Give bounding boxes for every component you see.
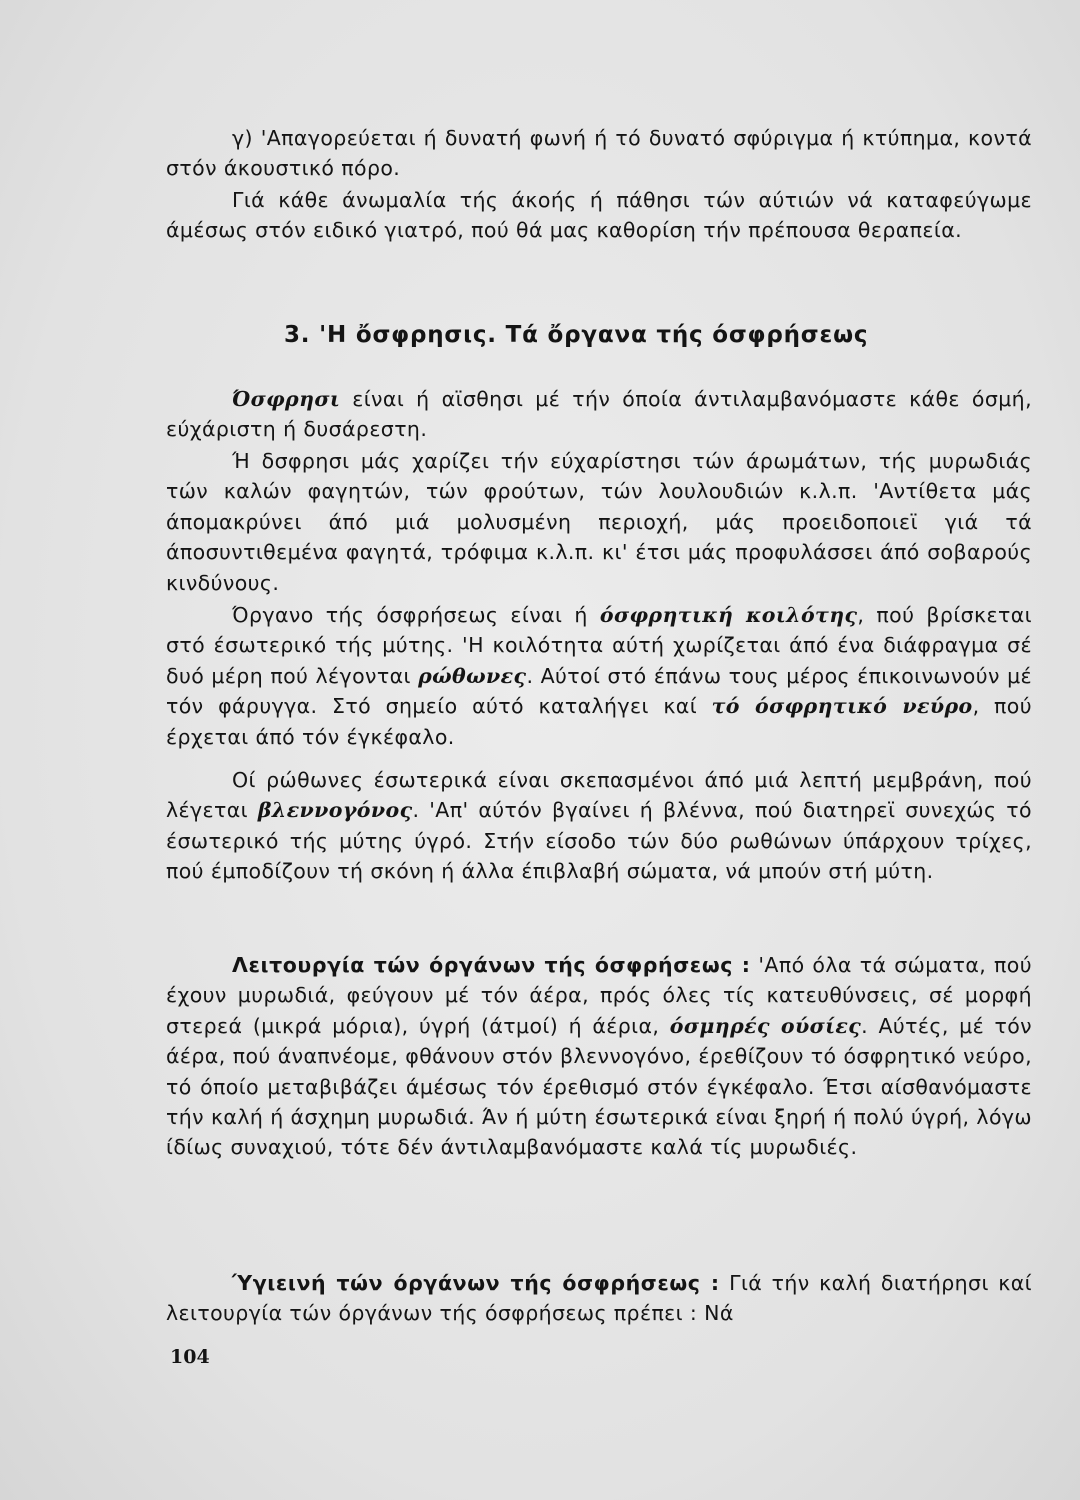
organ-text-1: Όργανο τής όσφρήσεως είναι ή (232, 603, 600, 627)
smell-benefits-text: Ή δσφρησι μάς χαρίζει τήν εύχαρίστησι τών άρωμάτων, τής μυρωδιάς τών καλών φαγητών, τών φρούτων, τών λουλουδιών κ.λ.π. 'Αντίθετα μάς άπομακρύνει άπό μιά μολυσμένη περιοχή, μάς προειδοποιεϊ γιά τά άποσυντιθεμένα φαγητά, τρόφιμα κ.λ.π. κι' έτσι μάς προφυλάσσει άπό σοβαρούς κινδύνους. (166, 449, 1032, 595)
hygiene-text: Γιά τήν καλή διατήρησι καί λειτουργία τών όργάνων τής όσφρήσεως πρέπει : Νά (166, 1271, 1032, 1326)
prohibition-item-text: γ) 'Απαγορεύεται ή δυνατή φωνή ή τό δυνατό σφύριγμα ή κτύπημα, κοντά στόν άκουστικό πόρο. (166, 126, 1032, 181)
organ-text-2: , πού βρίσκεται στό έσωτερικό τής μύτης. 'Η κοιλότητα αύτή χωρίζεται άπό ένα διάφραγμα σέ δυό μέρη πού λέγονται (166, 603, 1033, 688)
hygiene-heading: Ύγιεινή τών όργάνων τής όσφρήσεως : (232, 1271, 720, 1295)
organ-term-olfactory-cavity: όσφρητική κοιλότης (599, 603, 858, 627)
doctor-advice-paragraph (166, 185, 1032, 246)
definition-text: είναι ή αϊσθησι μέ τήν όποία άντιλαμβανόμαστε κάθε όσμή, εύχάριστη ή δυσάρεστη. (166, 387, 1032, 442)
section-title: 3. 'Η ὄσφρησις. Τά ὄργανα τής όσφρήσεως (284, 322, 869, 348)
page-number: 104 (170, 1346, 210, 1368)
organ-text-4: , πού έρχεται άπό τόν έγκέφαλο. (166, 694, 1033, 749)
mucosa-paragraph (166, 765, 1032, 887)
hygiene-paragraph (166, 1268, 1032, 1329)
olfactory-organ-paragraph (166, 600, 1032, 752)
definition-term: Όσφρησι (232, 387, 341, 411)
organ-text-3: . Αύτοί στό έπάνω τους μέρος έπικοινωνούν μέ τόν φάρυγγα. Στό σημείο αύτό καταλήγει καί (166, 663, 1032, 719)
definition-paragraph (166, 384, 1032, 445)
function-heading: Λειτουργία τών όργάνων τής όσφρήσεως : (232, 953, 751, 977)
mucosa-text-1: Οί ρώθωνες έσωτερικά είναι σκεπασμένοι άπό μιά λεπτή μεμβράνη, πού λέγεται (166, 768, 1032, 823)
prohibition-item-gamma (166, 123, 1032, 184)
function-paragraph (166, 950, 1032, 1163)
mucosa-text-2: . 'Απ' αύτόν βγαίνει ή βλέννα, πού διατηρεϊ συνεχώς τό έσωτερικό τής μύτης ύγρό. Στήν είσοδο τών δύο ρωθώνων ύπάρχουν τρίχες, πού έμποδίζουν τή σκόνη ή άλλα έπιβλαβή σώματα, νά μπούν στή μύτη. (166, 798, 1032, 884)
organ-term-nostrils: ρώθωνες (418, 663, 527, 688)
function-text-1: 'Από όλα τά σώματα, πού έχουν μυρωδιά, φεύγουν μέ τόν άέρα, πρός όλες τίς κατευθύνσεις, σέ μορφή στερεά (μικρά μόρια), ύγρή (άτμοί) ή άέρια, (166, 953, 1032, 1038)
function-text-2: . Αύτές, μέ τόν άέρα, πού άναπνέομε, φθάνουν στόν βλεννογόνο, έρεθίζουν τό όσφρητικό νεύρο, τό όποίο μεταβιβάζει άμέσως τόν έρεθισμό στόν έγκέφαλο. Έτσι αίσθανόμαστε τήν καλή ή άσχημη μυρωδιά. Άν ή μύτη έσωτερικά είναι ξηρή ή πολύ ύγρή, λόγω ίδίως συναχιού, τότε δέν άντιλαμβανόμαστε καλά τίς μυρωδιές. (166, 1013, 1033, 1160)
smell-benefits-paragraph (166, 446, 1032, 598)
mucosa-term: βλεννογόνος (257, 798, 413, 823)
function-term-odorous-substances: όσμηρές ούσίες (669, 1013, 862, 1038)
doctor-advice-text: Γιά κάθε άνωμαλία τής άκοής ή πάθησι τών αύτιών νά καταφεύγωμε άμέσως στόν ειδικό γιατρό, πού θά μας καθορίση τήν πρέπουσα θεραπεία. (166, 188, 1032, 243)
organ-term-olfactory-nerve: τό όσφρητικό νεύρο (711, 694, 973, 719)
